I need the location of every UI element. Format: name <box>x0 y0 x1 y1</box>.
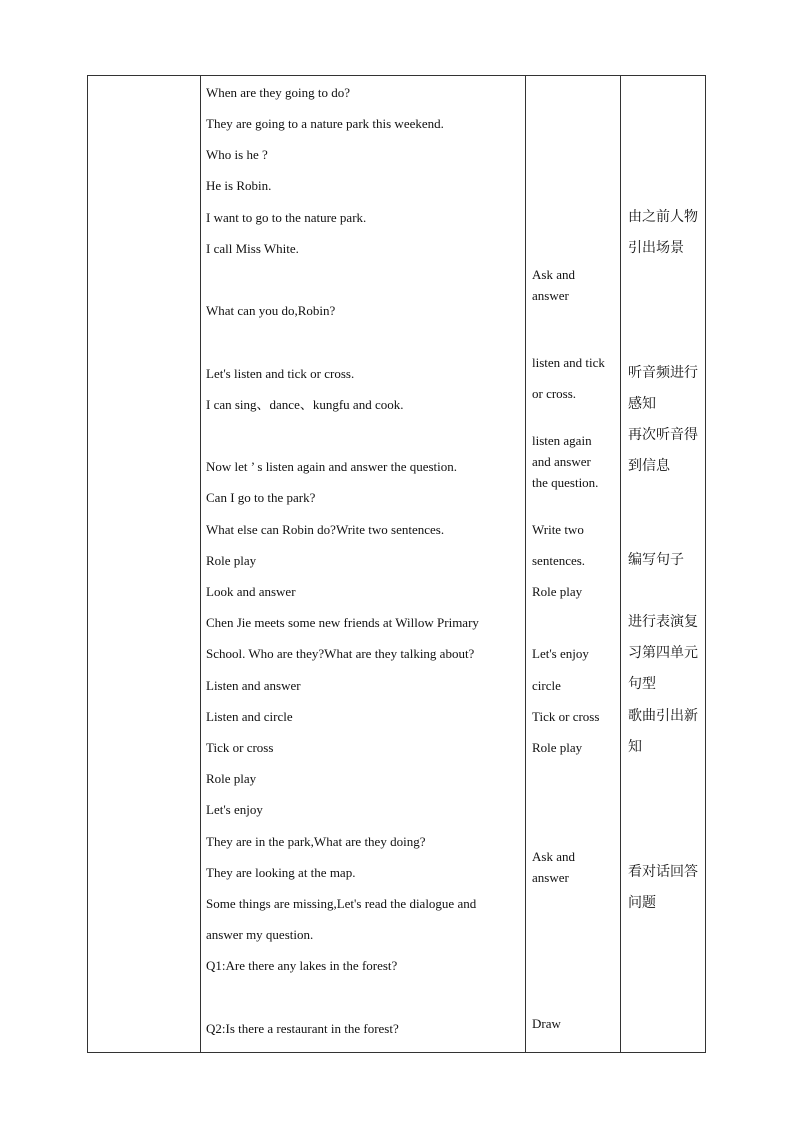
purpose-line: 知 <box>628 739 642 755</box>
lesson-line: I can sing、dance、kungfu and cook. <box>206 397 404 412</box>
activity-line: Let's enjoy <box>532 646 589 661</box>
purpose-line: 问题 <box>628 895 656 911</box>
activity-line: Role play <box>532 740 583 755</box>
purpose-line: 歌曲引出新 <box>628 708 698 724</box>
lesson-line: I call Miss White. <box>206 241 299 256</box>
column-divider <box>200 76 201 1052</box>
lesson-line: Q1:Are there any lakes in the forest? <box>206 958 398 973</box>
activity-line: Tick or cross <box>532 709 600 724</box>
purpose-line: 引出场景 <box>628 240 684 256</box>
lesson-line: Listen and circle <box>206 709 293 724</box>
lesson-line: Some things are missing,Let's read the dialogue and <box>206 896 477 911</box>
lesson-line: Listen and answer <box>206 678 301 693</box>
lesson-line: Role play <box>206 553 257 568</box>
lesson-line: answer my question. <box>206 927 314 942</box>
purpose-line: 到信息 <box>628 458 670 474</box>
lesson-line: When are they going to do? <box>206 85 351 100</box>
activity-line: sentences. <box>532 553 586 568</box>
lesson-plan-table <box>87 75 706 1053</box>
purpose-line: 听音频进行 <box>628 365 698 381</box>
purpose-line: 句型 <box>628 676 656 692</box>
lesson-line: Who is he ? <box>206 147 268 162</box>
activity-line: listen and tick <box>532 355 605 370</box>
lesson-line: Look and answer <box>206 584 296 599</box>
activity-line: and answer <box>532 454 591 469</box>
activity-line: Role play <box>532 584 583 599</box>
lesson-line: Tick or cross <box>206 740 274 755</box>
column-divider <box>525 76 526 1052</box>
lesson-line: I want to go to the nature park. <box>206 210 367 225</box>
lesson-line: Role play <box>206 771 257 786</box>
purpose-line: 进行表演复 <box>628 614 698 630</box>
purpose-line: 由之前人物 <box>628 209 698 225</box>
lesson-line: Let's enjoy <box>206 802 263 817</box>
lesson-line: They are looking at the map. <box>206 865 356 880</box>
activity-line: listen again <box>532 433 592 448</box>
lesson-line: Chen Jie meets some new friends at Willow Primary <box>206 615 479 630</box>
activity-line: circle <box>532 678 561 693</box>
purpose-line: 看对话回答 <box>628 864 698 880</box>
lesson-line: Now let ’ s listen again and answer the question. <box>206 459 458 474</box>
activity-line: or cross. <box>532 386 577 401</box>
purpose-line: 再次听音得 <box>628 427 698 443</box>
purpose-line: 编写句子 <box>628 552 684 568</box>
activity-line: Draw <box>532 1016 561 1031</box>
lesson-line: What can you do,Robin? <box>206 303 336 318</box>
purpose-line: 习第四单元 <box>628 645 698 661</box>
lesson-line: School. Who are they?What are they talking about? <box>206 646 475 661</box>
activity-line: Ask and <box>532 267 575 282</box>
column-divider <box>620 76 621 1052</box>
lesson-line: Let's listen and tick or cross. <box>206 366 355 381</box>
lesson-line: Can I go to the park? <box>206 490 316 505</box>
activity-line: Write two <box>532 522 584 537</box>
activity-line: answer <box>532 870 569 885</box>
activity-line: Ask and <box>532 849 575 864</box>
purpose-line: 感知 <box>628 396 656 412</box>
activity-line: answer <box>532 288 569 303</box>
lesson-line: Q2:Is there a restaurant in the forest? <box>206 1021 399 1036</box>
lesson-line: He is Robin. <box>206 178 272 193</box>
lesson-line: They are going to a nature park this weekend. <box>206 116 444 131</box>
activity-line: the question. <box>532 475 599 490</box>
lesson-line: What else can Robin do?Write two sentences. <box>206 522 445 537</box>
lesson-line: They are in the park,What are they doing? <box>206 834 426 849</box>
